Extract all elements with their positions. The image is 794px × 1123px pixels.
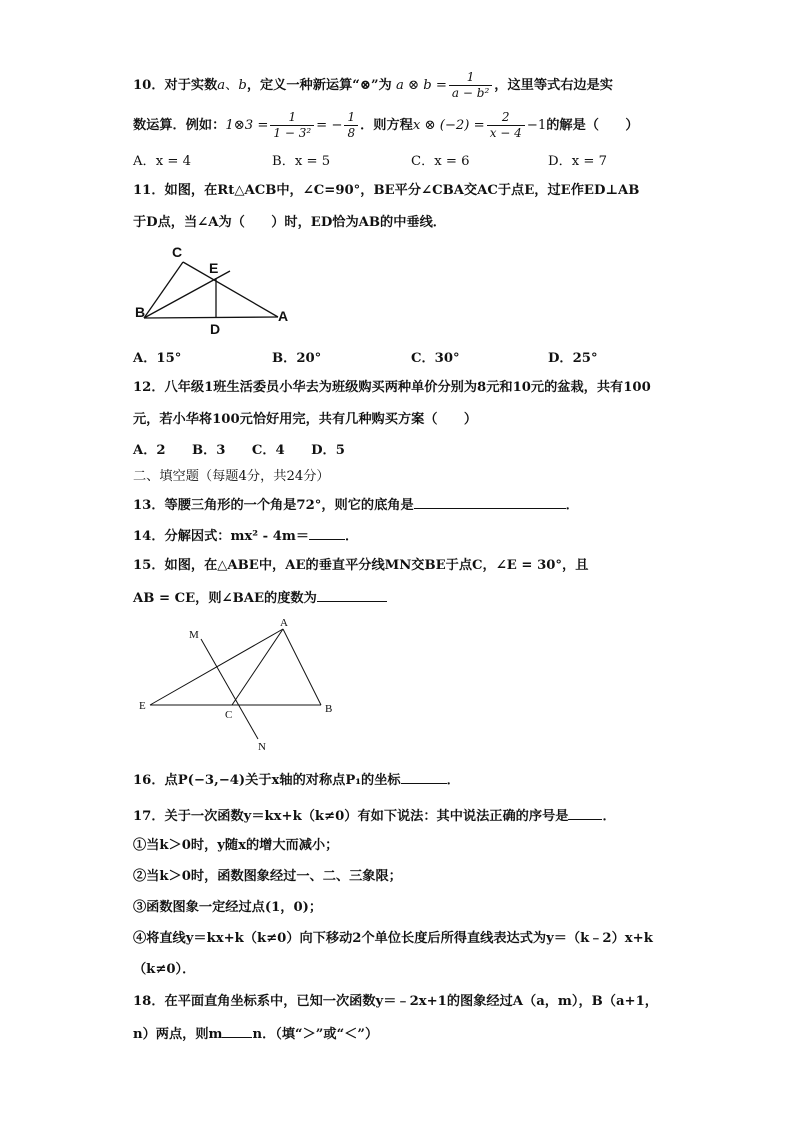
q13: 13．等腰三角形的一个角是72°，则它的底角是 ． xyxy=(133,494,579,516)
q15-line1: 15．如图，在△ABE中，AE的垂直平分线MN交BE于点C，∠E = 30°，且 xyxy=(133,558,589,573)
label-d: D xyxy=(210,321,221,337)
label-b: B xyxy=(135,304,146,320)
q15-line2-text: AB = CE，则∠BAE的度数为 xyxy=(133,591,317,606)
q11-line2: 于D点，当∠A为（ ）时，ED恰为AB的中垂线． xyxy=(133,215,446,230)
label-e: E xyxy=(209,260,219,276)
q17-statement-4b: （k≠0）． xyxy=(133,962,196,977)
q10-lead: 10．对于实数 xyxy=(133,78,218,93)
segment-bc xyxy=(144,262,183,318)
q11-option-d: D．25° xyxy=(548,351,598,366)
q10-example-lhs: 1⊗3 = xyxy=(225,118,269,133)
q11-line1: 11．如图，在Rt△ACB中，∠C=90°，BE平分∠CBA交AC于点E，过E作ED⊥AB xyxy=(133,183,640,198)
q10-sep: 、 xyxy=(225,78,239,93)
q11-option-a: A．15° xyxy=(133,351,182,366)
q10-equation-frac: $\frac{2}{x - 4}$ xyxy=(487,110,525,141)
q16-answer-blank[interactable] xyxy=(401,769,447,784)
q10-line2 xyxy=(133,110,639,141)
q17-answer-blank[interactable] xyxy=(568,805,602,820)
q14-answer-blank[interactable] xyxy=(309,525,345,540)
label-c: C xyxy=(172,244,183,260)
q12-line2: 元，若小华将100元恰好用完，共有几种购买方案（ ） xyxy=(133,412,478,427)
label-n: N xyxy=(258,741,266,753)
q13-text: 13．等腰三角形的一个角是72°，则它的底角是 xyxy=(133,498,414,513)
q10-end: 的解是（ ） xyxy=(546,118,639,133)
q16-text: 16．点P(−3,−4)关于x轴的对称点P₁的坐标 xyxy=(133,773,401,788)
q10-line2-lead: 数运算．例如： xyxy=(133,118,226,133)
q18-line2 xyxy=(133,1023,378,1045)
q17-text: 17．关于一次函数y＝kx+k（k≠0）有如下说法：其中说法正确的序号是 xyxy=(133,809,569,824)
q10-option-a: A．x = 4 xyxy=(133,154,191,169)
q10-def: ，定义一种新运算“⊗”为 xyxy=(246,78,392,93)
line-mn xyxy=(201,639,258,739)
q10-option-b: B．x = 5 xyxy=(272,154,331,169)
q10-option-d: D．x = 7 xyxy=(548,154,608,169)
q17-statement-3: ③函数图象一定经过点(1，0)； xyxy=(133,900,323,915)
segment-ac xyxy=(232,629,283,705)
q10-line1 xyxy=(133,70,613,101)
q12-options: A．2 B．3 C．4 D．5 xyxy=(133,443,345,458)
q18-answer-blank[interactable] xyxy=(222,1023,252,1038)
q17-statement-2: ②当k＞0时，函数图象经过一、二、三象限； xyxy=(133,869,402,884)
label-b: B xyxy=(325,703,333,715)
q10-equation-tail: −1 xyxy=(526,118,547,133)
q17-statement-4a: ④将直线y＝kx+k（k≠0）向下移动2个单位长度后所得直线表达式为y＝（k﹣2）x+k xyxy=(133,931,653,946)
q10-example-frac2: $\frac{1}{8}$ xyxy=(344,110,358,141)
q18-line2-tail: n．（填“＞”或“＜”） xyxy=(252,1027,379,1042)
segment-ab xyxy=(283,629,321,705)
label-c: C xyxy=(225,709,233,721)
q10-formula-frac: $\frac{1}{\text{a − b²}}$ xyxy=(449,70,492,101)
label-e: E xyxy=(139,700,146,712)
label-m: M xyxy=(189,629,199,641)
segment-ba xyxy=(144,317,278,318)
q15-answer-blank[interactable] xyxy=(317,587,387,602)
q10-example-mid: ．则方程 xyxy=(360,118,413,133)
q11-option-c: C．30° xyxy=(411,351,460,366)
label-a: A xyxy=(280,617,288,629)
q15-line2 xyxy=(133,587,387,609)
q10-example-frac1: $\frac{1}{\text{1 − 3²}}$ xyxy=(270,110,314,141)
q12-line1: 12．八年级1班生活委员小华去为班级购买两种单价分别为8元和10元的盆栽，共有100 xyxy=(133,380,651,395)
section-heading-fill-in: 二、填空题（每题4分，共24分） xyxy=(133,469,330,484)
q15-triangle-figure xyxy=(134,614,344,754)
q11-triangle-figure xyxy=(130,240,300,340)
q14-text: 14．分解因式：mx² - 4m＝ xyxy=(133,529,310,544)
segment-be-extended xyxy=(144,271,230,318)
q10-option-c: C．x = 6 xyxy=(411,154,470,169)
q10-formula-lhs: a ⊗ b = xyxy=(395,78,447,93)
q10-var-b: b xyxy=(238,78,247,93)
q18-line1: 18．在平面直角坐标系中，已知一次函数y＝﹣2x+1的图象经过A（a，m），B（a+1， xyxy=(133,994,658,1009)
q16: 16．点P(−3,−4)关于x轴的对称点P₁的坐标 ． xyxy=(133,769,460,791)
q10-tail: ，这里等式右边是实 xyxy=(494,78,613,93)
label-a: A xyxy=(278,308,289,324)
q17-line1: 17．关于一次函数y＝kx+k（k≠0）有如下说法：其中说法正确的序号是 ． xyxy=(133,805,616,827)
q10-equation-lhs: x ⊗ (−2) = xyxy=(412,118,485,133)
q10-example-eq: = − xyxy=(316,118,343,133)
q18-line2-lead: n）两点，则m xyxy=(133,1027,223,1042)
q14: 14．分解因式：mx² - 4m＝ ． xyxy=(133,525,358,547)
q17-statement-1: ①当k＞0时，y随x的增大而减小； xyxy=(133,838,339,853)
q10-var-a: a xyxy=(217,78,226,93)
q13-answer-blank[interactable] xyxy=(414,494,566,509)
q11-option-b: B．20° xyxy=(272,351,322,366)
